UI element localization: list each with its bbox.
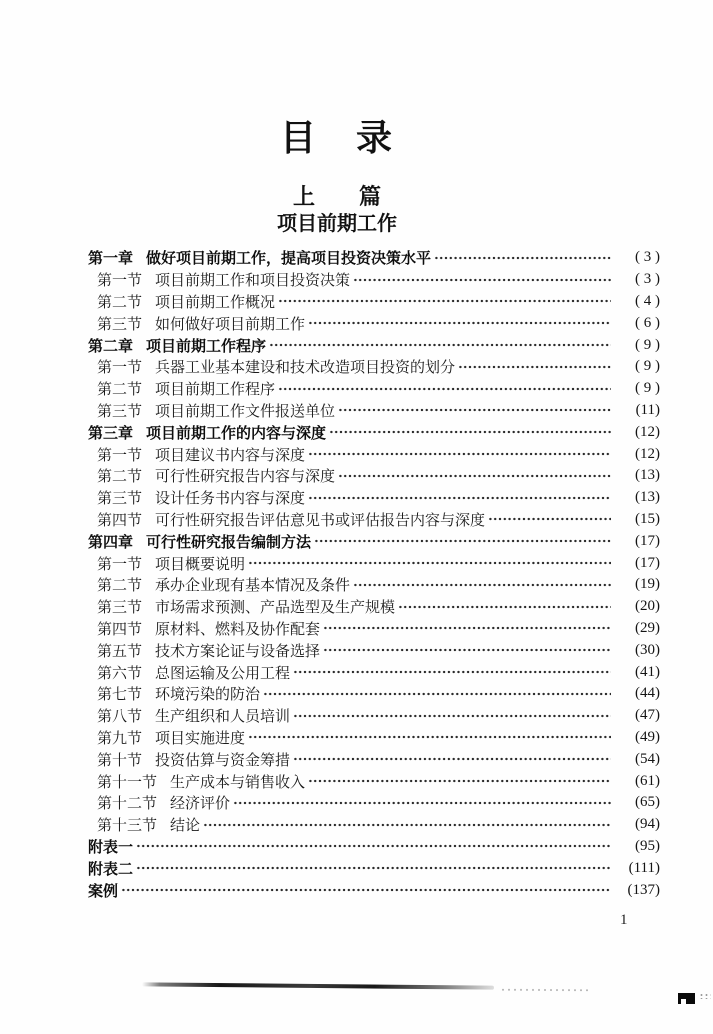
- part-heading: 上 篇: [292, 184, 381, 209]
- toc-row: [88, 792, 660, 814]
- toc-entry-title: 项目前期工作文件报送单位: [155, 403, 336, 420]
- toc-entry-label: 第六节: [97, 665, 143, 682]
- toc-entry-page: (65): [635, 794, 660, 811]
- toc-entry-title: 可行性研究报告编制方法: [146, 533, 312, 551]
- toc-row: [88, 530, 660, 552]
- toc-entry-page: (17): [635, 532, 660, 549]
- toc-entry-title: 总图运输及公用工程: [155, 665, 291, 682]
- toc-entry-page: ( 3 ): [635, 271, 660, 288]
- toc-entry-title: 技术方案论证与设备选择: [155, 643, 321, 660]
- dot-leader: [323, 648, 611, 652]
- toc-entry-page: (61): [635, 772, 660, 789]
- dot-leader: [338, 408, 611, 412]
- toc-entry-title: 承办企业现有基本情况及条件: [155, 578, 351, 595]
- dot-leader: [248, 561, 611, 565]
- toc-row: [88, 857, 660, 879]
- scan-artifact-dots: [500, 989, 588, 991]
- toc-entry-page: ( 4 ): [635, 292, 660, 309]
- toc-entry-label: 第二节: [97, 469, 143, 486]
- toc-row: [88, 421, 660, 443]
- dot-leader: [293, 714, 611, 718]
- toc-row: [88, 574, 660, 596]
- toc-entry-label: 第九节: [97, 730, 143, 747]
- dot-leader: [353, 278, 611, 282]
- toc-row: [88, 683, 660, 705]
- toc-entry-label: 第一节: [97, 360, 143, 377]
- dot-leader: [293, 670, 611, 674]
- toc-entry-label: 第一章: [88, 250, 134, 268]
- toc-entry-title: 设计任务书内容与深度: [155, 491, 306, 508]
- toc-row: [88, 334, 660, 356]
- toc-entry-label: 第八节: [97, 709, 143, 726]
- dot-leader: [269, 343, 611, 347]
- toc-row: [88, 465, 660, 487]
- toc-entry-label: 第四章: [88, 533, 134, 551]
- page-title: 目 录: [279, 117, 394, 158]
- toc-entry-title: 项目前期工作程序: [146, 337, 267, 355]
- toc-entry-label: 第一节: [97, 273, 143, 290]
- scan-artifact-specks: [699, 993, 711, 999]
- toc-entry-page: (49): [635, 728, 660, 745]
- dot-leader: [323, 626, 611, 630]
- dot-leader: [278, 387, 611, 391]
- dot-leader: [248, 735, 611, 739]
- dot-leader: [308, 779, 611, 783]
- dot-leader: [314, 539, 611, 543]
- toc-entry-page: (19): [635, 576, 660, 593]
- toc-row: [88, 509, 660, 531]
- toc-entry-label: 案例: [88, 882, 119, 900]
- toc-entry-title: 生产成本与销售收入: [170, 774, 306, 791]
- toc-row: [88, 661, 660, 683]
- toc-entry-label: 第三章: [88, 424, 134, 442]
- toc-entry-label: 第三节: [97, 403, 143, 420]
- dot-leader: [136, 844, 611, 848]
- dot-leader: [121, 888, 611, 892]
- toc-entry-page: ( 9 ): [635, 358, 660, 375]
- toc-entry-page: (111): [628, 859, 660, 876]
- toc-entry-page: ( 9 ): [635, 380, 660, 397]
- toc-entry-label: 第三节: [97, 600, 143, 617]
- toc-entry-title: 可行性研究报告内容与深度: [155, 469, 336, 486]
- toc-entry-label: 第二章: [88, 337, 134, 355]
- toc-entry-page: ( 3 ): [635, 249, 660, 266]
- toc-row: [88, 618, 660, 640]
- toc-entry-title: 项目前期工作的内容与深度: [146, 424, 327, 442]
- toc-entry-page: (95): [635, 837, 660, 854]
- toc-list: [88, 247, 660, 901]
- toc-row: [88, 487, 660, 509]
- toc-row: [88, 770, 660, 792]
- dot-leader: [329, 430, 611, 434]
- toc-entry-label: 第十一节: [97, 774, 158, 791]
- dot-leader: [488, 517, 611, 521]
- dot-leader: [458, 365, 611, 369]
- toc-entry-title: 投资估算与资金筹措: [155, 752, 291, 769]
- toc-entry-title: 结论: [170, 818, 201, 835]
- toc-entry-page: (47): [635, 707, 660, 724]
- toc-row: [88, 552, 660, 574]
- toc-entry-page: ( 6 ): [635, 314, 660, 331]
- toc-entry-page: ( 9 ): [635, 336, 660, 353]
- toc-row: [88, 443, 660, 465]
- toc-row: [88, 879, 660, 901]
- toc-entry-title: 项目前期工作和项目投资决策: [155, 273, 351, 290]
- dot-leader: [293, 757, 611, 761]
- dot-leader: [398, 605, 611, 609]
- toc-entry-page: (30): [635, 641, 660, 658]
- toc-row: [88, 269, 660, 291]
- toc-entry-page: (13): [635, 467, 660, 484]
- toc-entry-label: 第二节: [97, 382, 143, 399]
- toc-entry-title: 项目概要说明: [155, 556, 246, 573]
- toc-entry-label: 附表二: [88, 860, 134, 878]
- toc-entry-title: 项目前期工作概况: [155, 294, 276, 311]
- toc-row: [88, 639, 660, 661]
- toc-row: [88, 291, 660, 313]
- scan-artifact-line: [142, 982, 494, 989]
- toc-entry-title: 项目前期工作程序: [155, 382, 276, 399]
- toc-entry-label: 第四节: [97, 512, 143, 529]
- toc-entry-page: (94): [635, 816, 660, 833]
- dot-leader: [233, 801, 611, 805]
- toc-entry-label: 第一节: [97, 447, 143, 464]
- toc-entry-label: 第十三节: [97, 818, 158, 835]
- part-subheading: 项目前期工作: [277, 213, 397, 235]
- dot-leader: [136, 866, 611, 870]
- toc-row: [88, 312, 660, 334]
- toc-row: [88, 727, 660, 749]
- toc-entry-title: 项目实施进度: [155, 730, 246, 747]
- toc-entry-title: 兵器工业基本建设和技术改造项目投资的划分: [155, 360, 456, 377]
- toc-row: [88, 378, 660, 400]
- toc-entry-label: 第二节: [97, 294, 143, 311]
- toc-entry-label: 附表一: [88, 838, 134, 856]
- toc-entry-page: (20): [635, 598, 660, 615]
- scan-artifact-corner-mark: [678, 993, 695, 1004]
- toc-row: [88, 836, 660, 858]
- toc-row: [88, 748, 660, 770]
- dot-leader: [263, 692, 611, 696]
- dot-leader: [203, 823, 611, 827]
- toc-entry-title: 可行性研究报告评估意见书或评估报告内容与深度: [155, 512, 486, 529]
- toc-entry-label: 第一节: [97, 556, 143, 573]
- toc-entry-page: (13): [635, 489, 660, 506]
- toc-row: [88, 356, 660, 378]
- toc-entry-label: 第四节: [97, 621, 143, 638]
- page-number: 1: [620, 912, 628, 928]
- toc-row: [88, 705, 660, 727]
- toc-entry-title: 经济评价: [170, 796, 231, 813]
- toc-entry-label: 第三节: [97, 491, 143, 508]
- toc-entry-page: (15): [635, 510, 660, 527]
- toc-entry-page: (17): [635, 554, 660, 571]
- dot-leader: [353, 583, 611, 587]
- toc-entry-label: 第十二节: [97, 796, 158, 813]
- toc-entry-title: 生产组织和人员培训: [155, 709, 291, 726]
- toc-entry-page: (137): [627, 881, 660, 898]
- dot-leader: [338, 474, 611, 478]
- toc-entry-label: 第十节: [97, 752, 143, 769]
- toc-entry-title: 项目建议书内容与深度: [155, 447, 306, 464]
- toc-entry-page: (54): [635, 750, 660, 767]
- dot-leader: [308, 452, 611, 456]
- toc-entry-title: 市场需求预测、产品选型及生产规模: [155, 600, 396, 617]
- toc-row: [88, 247, 660, 269]
- dot-leader: [308, 496, 611, 500]
- toc-row: [88, 814, 660, 836]
- toc-row: [88, 596, 660, 618]
- toc-entry-label: 第七节: [97, 687, 143, 704]
- toc-entry-page: (12): [635, 423, 660, 440]
- toc-entry-title: 环境污染的防治: [155, 687, 261, 704]
- toc-entry-page: (44): [635, 685, 660, 702]
- toc-entry-title: 原材料、燃料及协作配套: [155, 621, 321, 638]
- toc-entry-page: (41): [635, 663, 660, 680]
- toc-entry-page: (12): [635, 445, 660, 462]
- dot-leader: [308, 321, 611, 325]
- toc-entry-label: 第五节: [97, 643, 143, 660]
- toc-row: [88, 400, 660, 422]
- dot-leader: [434, 256, 611, 260]
- toc-entry-page: (11): [635, 401, 660, 418]
- toc-entry-title: 如何做好项目前期工作: [155, 316, 306, 333]
- toc-entry-label: 第二节: [97, 578, 143, 595]
- toc-entry-title: 做好项目前期工作，提高项目投资决策水平: [146, 250, 432, 268]
- toc-entry-label: 第三节: [97, 316, 143, 333]
- toc-entry-page: (29): [635, 619, 660, 636]
- dot-leader: [278, 299, 611, 303]
